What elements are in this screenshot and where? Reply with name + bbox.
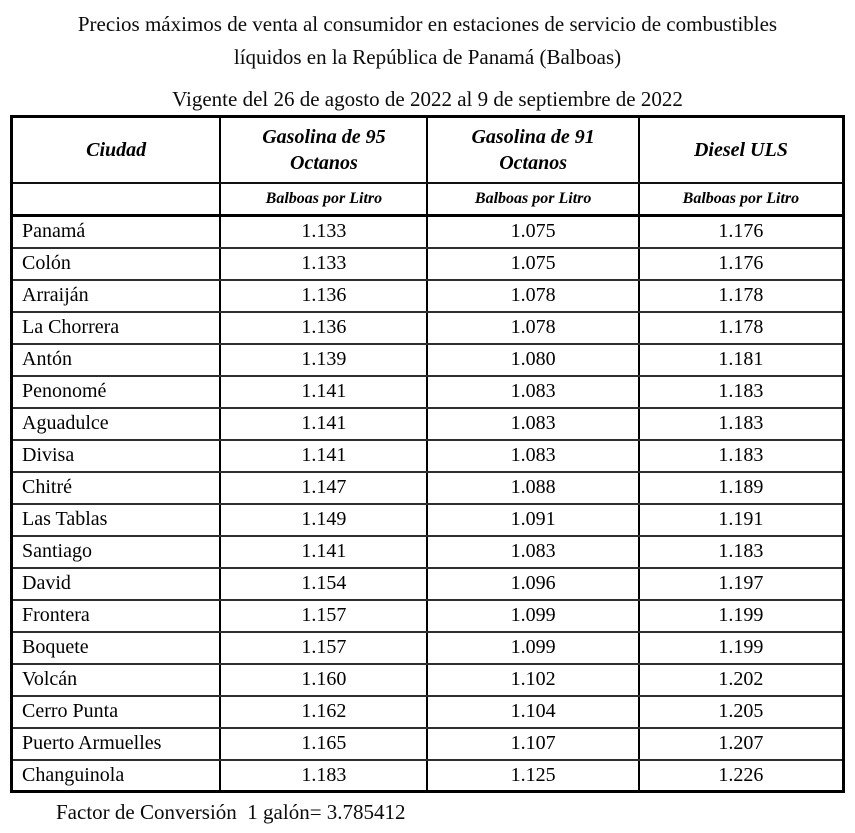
city-cell: Panamá: [12, 216, 221, 248]
fuel-price-table: [10, 115, 845, 793]
gasolina-91-price-cell: 1.125: [427, 760, 638, 792]
city-cell: Santiago: [12, 536, 221, 568]
gasolina-91-price-cell: 1.083: [427, 440, 638, 472]
city-cell: Chitré: [12, 472, 221, 504]
diesel-price-cell: 1.191: [639, 504, 844, 536]
gasolina-91-price-cell: 1.099: [427, 632, 638, 664]
table-row: [12, 248, 844, 280]
price-table-body: [12, 216, 844, 792]
header-row-units: [12, 183, 844, 216]
table-row: [12, 568, 844, 600]
gasolina-91-price-cell: 1.096: [427, 568, 638, 600]
table-row: [12, 472, 844, 504]
gasolina-91-price-cell: 1.080: [427, 344, 638, 376]
gasolina-91-price-cell: 1.083: [427, 536, 638, 568]
gasolina-95-price-cell: 1.139: [220, 344, 427, 376]
city-cell: Volcán: [12, 664, 221, 696]
column-header-gasolina-95: Gasolina de 95 Octanos: [220, 117, 427, 183]
city-cell: Changuinola: [12, 760, 221, 792]
gasolina-95-price-cell: 1.147: [220, 472, 427, 504]
gasolina-91-price-cell: 1.075: [427, 216, 638, 248]
diesel-price-cell: 1.202: [639, 664, 844, 696]
gasolina-91-price-cell: 1.083: [427, 408, 638, 440]
city-cell: Puerto Armuelles: [12, 728, 221, 760]
table-header: [12, 117, 844, 216]
conversion-factor-note: Factor de Conversión 1 galón= 3.785412: [56, 800, 406, 824]
city-cell: Antón: [12, 344, 221, 376]
diesel-price-cell: 1.189: [639, 472, 844, 504]
table-row: [12, 344, 844, 376]
diesel-price-cell: 1.178: [639, 312, 844, 344]
diesel-price-cell: 1.183: [639, 536, 844, 568]
gasolina-95-price-cell: 1.141: [220, 408, 427, 440]
city-cell: Penonomé: [12, 376, 221, 408]
column-header-ciudad: Ciudad: [12, 117, 221, 183]
gasolina-95-price-cell: 1.157: [220, 600, 427, 632]
diesel-price-cell: 1.226: [639, 760, 844, 792]
gasolina-95-price-cell: 1.141: [220, 440, 427, 472]
units-header-gasolina-95: Balboas por Litro: [220, 183, 427, 216]
diesel-price-cell: 1.178: [639, 280, 844, 312]
table-row: [12, 632, 844, 664]
city-cell: Boquete: [12, 632, 221, 664]
table-row: [12, 504, 844, 536]
table-row: [12, 728, 844, 760]
gasolina-91-price-cell: 1.104: [427, 696, 638, 728]
table-row: [12, 408, 844, 440]
city-cell: Las Tablas: [12, 504, 221, 536]
gasolina-91-price-cell: 1.078: [427, 280, 638, 312]
gasolina-95-price-cell: 1.160: [220, 664, 427, 696]
gasolina-91-price-cell: 1.088: [427, 472, 638, 504]
title-line-1: Precios máximos de venta al consumidor en estaciones de servicio de combustibles: [77, 12, 778, 36]
gasolina-95-price-cell: 1.133: [220, 216, 427, 248]
city-cell: Aguadulce: [12, 408, 221, 440]
diesel-price-cell: 1.176: [639, 248, 844, 280]
diesel-price-cell: 1.207: [639, 728, 844, 760]
gasolina-95-price-cell: 1.183: [220, 760, 427, 792]
table-row: [12, 696, 844, 728]
units-header-gasolina-91: Balboas por Litro: [427, 183, 638, 216]
diesel-price-cell: 1.183: [639, 376, 844, 408]
table-row: [12, 536, 844, 568]
city-cell: Colón: [12, 248, 221, 280]
table-row: [12, 600, 844, 632]
city-cell: Arraiján: [12, 280, 221, 312]
city-cell: Cerro Punta: [12, 696, 221, 728]
diesel-price-cell: 1.183: [639, 440, 844, 472]
gasolina-95-price-cell: 1.136: [220, 312, 427, 344]
table-row: [12, 216, 844, 248]
city-cell: Frontera: [12, 600, 221, 632]
city-cell: David: [12, 568, 221, 600]
gasolina-91-price-cell: 1.107: [427, 728, 638, 760]
gasolina-95-price-cell: 1.141: [220, 376, 427, 408]
document-title: [10, 8, 845, 74]
validity-period: Vigente del 26 de agosto de 2022 al 9 de septiembre de 2022: [172, 87, 683, 111]
gasolina-91-price-cell: 1.075: [427, 248, 638, 280]
gasolina-95-price-cell: 1.136: [220, 280, 427, 312]
table-row: [12, 664, 844, 696]
table-row: [12, 280, 844, 312]
diesel-price-cell: 1.176: [639, 216, 844, 248]
diesel-price-cell: 1.181: [639, 344, 844, 376]
gasolina-91-price-cell: 1.078: [427, 312, 638, 344]
title-line-2: líquidos en la República de Panamá (Balboas): [233, 45, 622, 69]
diesel-price-cell: 1.197: [639, 568, 844, 600]
column-header-diesel-uls: Diesel ULS: [639, 117, 844, 183]
gasolina-95-price-cell: 1.165: [220, 728, 427, 760]
table-row: [12, 440, 844, 472]
column-header-gasolina-91: Gasolina de 91 Octanos: [427, 117, 638, 183]
city-cell: Divisa: [12, 440, 221, 472]
gasolina-95-price-cell: 1.133: [220, 248, 427, 280]
diesel-price-cell: 1.199: [639, 600, 844, 632]
gasolina-91-price-cell: 1.091: [427, 504, 638, 536]
table-row: [12, 376, 844, 408]
units-header-empty: [12, 183, 221, 216]
gasolina-91-price-cell: 1.102: [427, 664, 638, 696]
gasolina-95-price-cell: 1.154: [220, 568, 427, 600]
header-row-names: [12, 117, 844, 183]
gasolina-95-price-cell: 1.162: [220, 696, 427, 728]
gasolina-91-price-cell: 1.099: [427, 600, 638, 632]
city-cell: La Chorrera: [12, 312, 221, 344]
table-row: [12, 312, 844, 344]
diesel-price-cell: 1.183: [639, 408, 844, 440]
gasolina-95-price-cell: 1.141: [220, 536, 427, 568]
gasolina-95-price-cell: 1.149: [220, 504, 427, 536]
diesel-price-cell: 1.199: [639, 632, 844, 664]
gasolina-91-price-cell: 1.083: [427, 376, 638, 408]
diesel-price-cell: 1.205: [639, 696, 844, 728]
units-header-diesel-uls: Balboas por Litro: [639, 183, 844, 216]
gasolina-95-price-cell: 1.157: [220, 632, 427, 664]
table-row: [12, 760, 844, 792]
